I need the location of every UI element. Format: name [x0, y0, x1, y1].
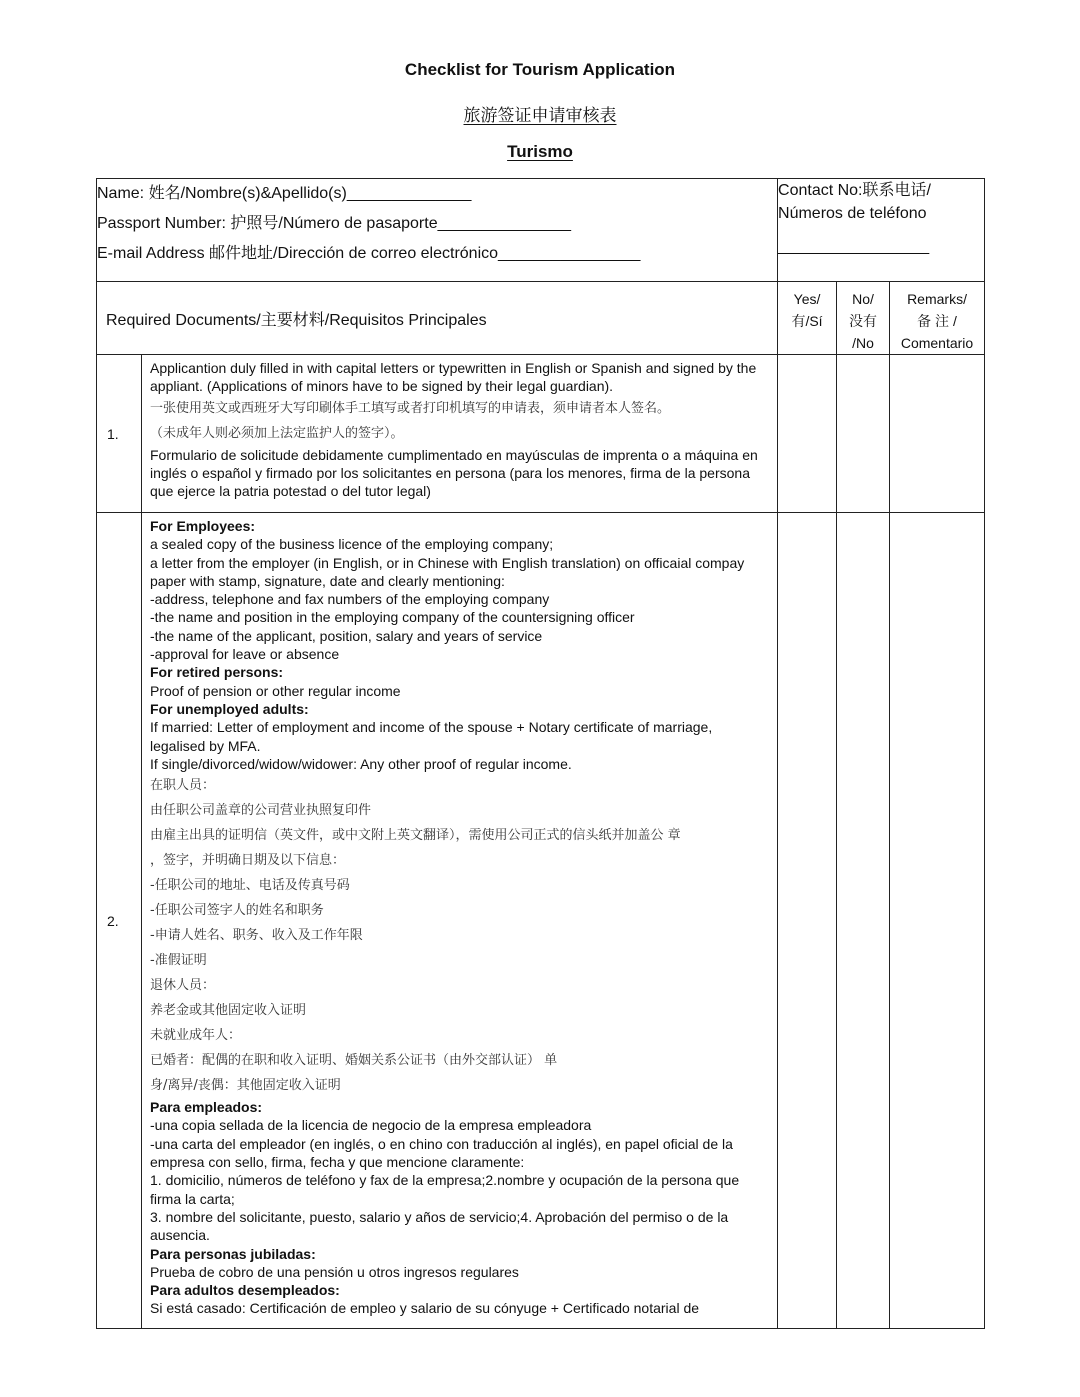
requirement-line: -una copia sellada de la licencia de negocio de la empresa empleadora: [150, 1117, 592, 1134]
requirement-line: -address, telephone and fax numbers of the employing company: [150, 591, 550, 608]
row-1-requirements: [142, 355, 778, 513]
requirement-line: If single/divorced/widow/widower: Any other proof of regular income.: [150, 755, 572, 772]
remarks-column-header: [890, 282, 985, 355]
remarks-header-line1: Remarks/: [907, 291, 967, 307]
page-title: Checklist for Tourism Application: [404, 60, 676, 79]
requirement-line: a sealed copy of the business licence of the employing company;: [150, 536, 554, 553]
section-heading: Para empleados:: [150, 1099, 263, 1116]
yes-header-line2: 有/Sí: [791, 313, 823, 329]
yes-header-line1: Yes/: [793, 291, 821, 307]
requirement-line: -the name and position in the employing company of the countersigning officer: [150, 609, 635, 626]
requirement-line: -准假证明: [150, 953, 207, 969]
required-documents-header: Required Documents/主要材料/Requisitos Principales: [97, 282, 778, 355]
no-column-header: [837, 282, 890, 355]
section-heading: For unemployed adults:: [150, 700, 309, 717]
page-subtitle-spanish: [0, 142, 1080, 162]
section-heading: For retired persons:: [150, 664, 284, 681]
requirement-line: 已婚者：配偶的在职和收入证明、婚姻关系公证书（由外交部认证） 单: [150, 1053, 558, 1069]
row-1-no-checkbox[interactable]: [837, 355, 890, 513]
applicant-info-row: [97, 179, 985, 282]
requirement-line: -任职公司的地址、电话及传真号码: [150, 878, 350, 894]
section-heading: For Employees:: [150, 518, 256, 534]
row-1-remarks-field[interactable]: [890, 355, 985, 513]
requirement-line: -the name of the applicant, position, salary and years of service: [150, 627, 543, 644]
contact-label-line1: Contact No:联系电话/: [778, 182, 931, 199]
remarks-header-line2: 备 注 /: [917, 313, 957, 329]
requirement-line: 由任职公司盖章的公司营业执照复印件: [150, 803, 372, 819]
row-2-requirements: [142, 513, 778, 1329]
requirement-line: If married: Letter of employment and income of the spouse + Notary certificate of marriage, legalised by MFA.: [150, 719, 713, 754]
page-subtitle-chinese: [0, 101, 1080, 126]
requirement-line: 一张使用英文或西班牙大写印刷体手工填写或者打印机填写的申请表，须申请者本人签名。: [150, 400, 671, 416]
no-header-line3: /No: [852, 335, 874, 351]
requirement-line: -申请人姓名、职务、收入及工作年限: [150, 928, 363, 944]
requirement-line: ，签字，并明确日期及以下信息：: [150, 853, 346, 869]
requirement-line: 身/离异/丧偶：其他固定收入证明: [150, 1078, 341, 1094]
requirement-line: 由雇主出具的证明信（英文件，或中文附上英文翻译），需使用公司正式的信头纸并加盖公 章: [150, 828, 681, 844]
requirement-line: 未就业成年人：: [150, 1028, 242, 1044]
checklist-row-1: [97, 355, 985, 513]
contact-blank-line: ___________________: [778, 238, 929, 255]
name-field[interactable]: Name: 姓名/Nombre(s)&Apellido(s)______________: [97, 185, 472, 202]
row-number: 1.: [97, 355, 142, 513]
requirement-line: 在职人员：: [150, 778, 216, 794]
contact-field[interactable]: [778, 179, 985, 282]
passport-field[interactable]: Passport Number: 护照号/Número de pasaporte_______________: [97, 215, 572, 232]
requirement-line: -approval for leave or absence: [150, 646, 340, 663]
no-header-line2: 没有: [849, 313, 878, 329]
checklist-row-2: [97, 513, 985, 1329]
remarks-header-line3: Comentario: [900, 335, 974, 351]
subtitle-zh-text: 旅游签证申请审核表: [463, 106, 617, 126]
requirement-line: 3. nombre del solicitante, puesto, salario y años de servicio;4. Aprobación del permiso o de la ausencia.: [150, 1208, 729, 1244]
requirement-line: 退休人员：: [150, 978, 216, 994]
row-2-yes-checkbox[interactable]: [778, 513, 837, 1329]
requirement-line: Proof of pension or other regular income: [150, 682, 401, 699]
requirement-line: Prueba de cobro de una pensión u otros ingresos regulares: [150, 1263, 519, 1280]
row-2-no-checkbox[interactable]: [837, 513, 890, 1329]
requirement-line: 1. domicilio, números de teléfono y fax de la empresa;2.nombre y ocupación de la persona que firma la carta;: [150, 1172, 740, 1207]
requirement-line: （未成年人则必须加上法定监护人的签字）。: [150, 425, 404, 441]
row-2-remarks-field[interactable]: [890, 513, 985, 1329]
requirement-line: Formulario de solicitude debidamente cumplimentado en mayúsculas de imprenta o a máquina en inglés o español y firmado por los solicitantes en persona (para los menores, firma de la persona que ejerce la patria potestad o del tutor legal): [150, 446, 758, 500]
requirement-line: 养老金或其他固定收入证明: [150, 1003, 307, 1019]
requirement-line: -una carta del empleador (en inglés, o en chino con traducción al inglés), en papel oficial de la empresa con sello, firma, fecha y que mencione claramente:: [150, 1135, 733, 1171]
row-1-yes-checkbox[interactable]: [778, 355, 837, 513]
yes-column-header: [778, 282, 837, 355]
requirement-line: a letter from the employer (in English, or in Chinese with English translation) on officaial compay paper with stamp, signature, date and clearly mentioning:: [150, 554, 745, 589]
requirement-line: -任职公司签字人的姓名和职务: [150, 903, 324, 919]
checklist-table: [96, 178, 985, 1329]
requirement-line: Si está casado: Certificación de empleo y salario de su cónyuge + Certificado notarial de: [150, 1300, 700, 1317]
requirement-line: Applicantion duly filled in with capital letters or typewritten in English or Spanish and signed by the appliant. (Applications of minors have to be signed by their legal guardian).: [150, 360, 757, 395]
applicant-fields: [97, 179, 778, 282]
column-header-row: [97, 282, 985, 355]
contact-label-line2: Números de teléfono: [778, 205, 927, 222]
section-heading: Para adultos desempleados:: [150, 1282, 340, 1299]
no-header-line1: No/: [852, 291, 874, 307]
email-field[interactable]: E-mail Address 邮件地址/Dirección de correo electrónico________________: [97, 245, 641, 262]
section-heading: Para personas jubiladas:: [150, 1245, 316, 1262]
subtitle-es-text: Turismo: [507, 142, 573, 161]
row-number: 2.: [97, 513, 142, 1329]
